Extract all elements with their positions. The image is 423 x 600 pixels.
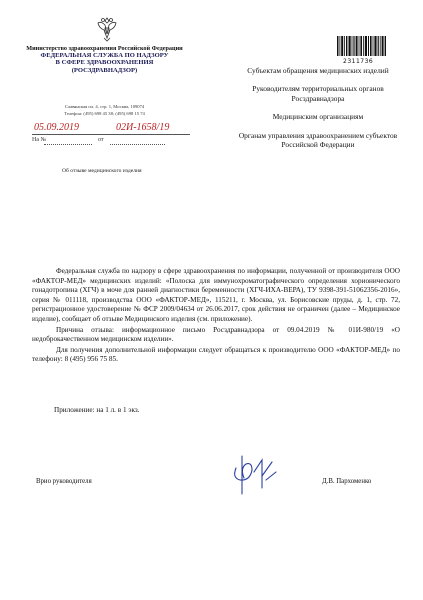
address-line: Славянская пл. 4, стр. 1, Москва, 109074 — [64, 104, 145, 109]
recipients-block — [238, 66, 398, 158]
agency-address — [22, 103, 187, 117]
letter-body — [32, 267, 400, 365]
letter-subject: Об отзыве медицинского изделия — [62, 168, 142, 174]
registration-underline — [32, 134, 190, 135]
body-paragraph-2: Причина отзыва: информационное письмо Росздравнадзора от 09.04.2019 № 01И-980/19 «О недоброкачественном медицинском изделии». — [32, 325, 400, 344]
ot-label: от — [98, 137, 104, 143]
registration-line — [32, 122, 192, 136]
phone-line: Телефон: (495) 698 45 38; (495) 698 15 74 — [64, 111, 145, 116]
signer-name: Д.В. Пархоменко — [322, 478, 372, 485]
barcode-icon — [337, 36, 387, 56]
ot-blank — [110, 144, 165, 145]
signer-position: Врио руководителя — [36, 478, 92, 485]
na-label: На № — [32, 137, 47, 143]
recipient-1: Субъектам обращения медицинских изделий — [247, 66, 389, 75]
barcode-number: 2311736 — [343, 58, 374, 65]
registration-number: 02И-1658/19 — [116, 122, 170, 133]
ministry-name: Министерство здравоохранения Российской Федерации — [26, 45, 183, 52]
reference-line — [32, 137, 192, 149]
registration-date: 05.09.2019 — [34, 122, 79, 133]
agency-block — [22, 45, 187, 74]
coat-of-arms-icon — [92, 14, 122, 44]
body-paragraph-1: Федеральная служба по надзору в сфере здравоохранения по информации, полученной от производителя ООО «ФАКТОР-МЕД» медицинских изделий: «Полоска для иммунохроматографического определения хорионического гонадотропина (ХГЧ) в моче для ранней диагностики беременности (ХГЧ-ИХА-ВЕРА), ТУ 9398-391-51062356-2016», серия № 011118, производства ООО «ФАКТОР-МЕД», 115211, г. Москва, ул. Борисовские пруды, д. 1, стр. 72, регистрационное удостоверение № ФСР 2009/04634 от 26.06.2017, срок действия не ограничен (далее – Медицинское изделие), сообщает об отзыве Медицинского изделия (см. приложение). — [32, 267, 400, 323]
agency-name-line3: (РОСЗДРАВНАДЗОР) — [71, 66, 138, 74]
attachment-note: Приложение: на 1 л. в 1 экз. — [54, 406, 140, 414]
agency-name-line1: ФЕДЕРАЛЬНАЯ СЛУЖБА ПО НАДЗОРУ — [40, 52, 169, 60]
na-blank — [44, 144, 92, 145]
recipient-3: Медицинским организациям — [272, 112, 364, 122]
body-paragraph-3: Для получения дополнительной информации следует обращаться к производителю ООО «ФАКТОР-МЕД» по телефону: 8 (495) 956 75 85. — [32, 345, 400, 364]
recipient-4: Органам управления здравоохранением субъектов Российской Федерации — [238, 130, 398, 150]
agency-name-line2: В СФЕРЕ ЗДРАВООХРАНЕНИЯ — [55, 59, 154, 67]
handwritten-signature — [228, 450, 290, 500]
recipient-2: Руководителям территориальных органов Росздравнадзора — [252, 84, 384, 103]
